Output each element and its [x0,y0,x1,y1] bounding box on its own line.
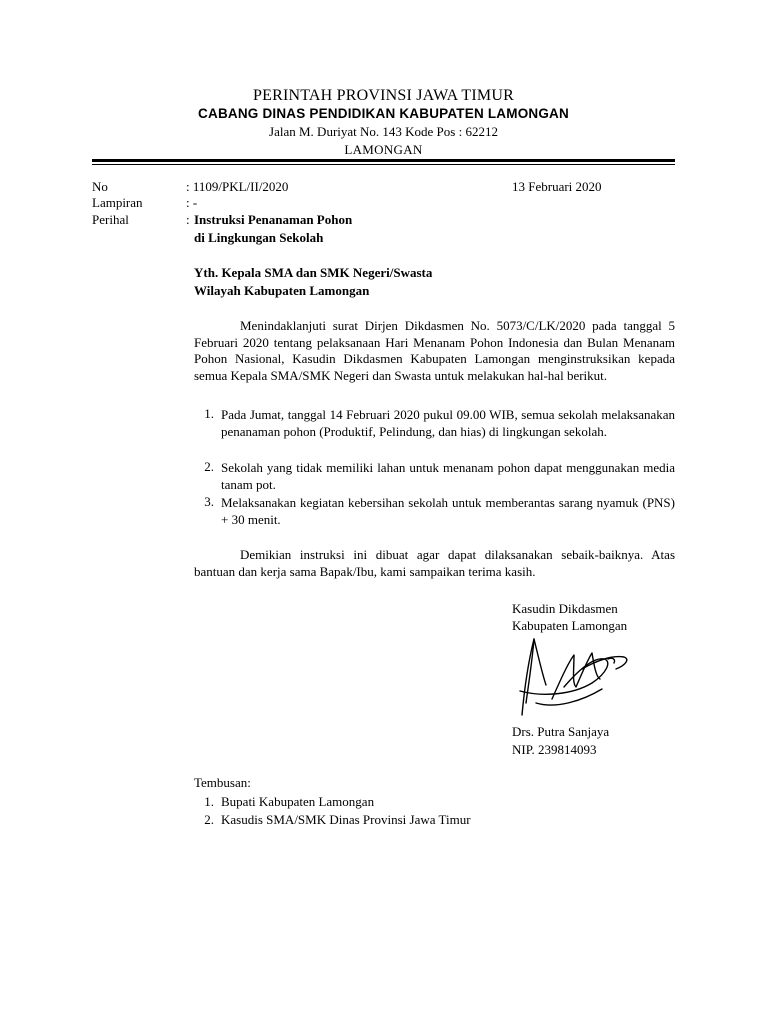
letterhead-divider-thick [92,159,675,162]
closing-paragraph: Demikian instruksi ini dibuat agar dapat dilaksanakan sebaik-baiknya. Atas bantuan dan kerja sama Bapak/Ibu, kami sampaikan terima kasih. [194,547,675,579]
letterhead-government: PERINTAH PROVINSI JAWA TIMUR [253,87,514,104]
instruction-number: 2. [204,459,214,474]
instruction-text: Sekolah yang tidak memiliki lahan untuk menanam pohon dapat menggunakan media tanam pot. [221,460,675,492]
subject-colon: : [186,212,190,227]
cc-number: 2. [204,812,214,827]
cc-number: 1. [204,794,214,809]
opening-paragraph: Menindaklanjuti surat Dirjen Dikdasmen No. 5073/C/LK/2020 pada tanggal 5 Februari 2020 tentang pelaksanaan Hari Menanam Pohon Indonesia dan Bulan Menanam Pohon Nasional, Kasudin Dikdasmen Kabupaten Lamongan menginstruksikan kepada semua Kepala SMA/SMK Negeri dan Swasta untuk melakukan hal-hal berikut. [194,318,675,383]
signatory-nip: NIP. 239814093 [512,742,597,757]
letter-date: 13 Februari 2020 [512,179,602,194]
subject-line-1: Instruksi Penanaman Pohon [194,212,353,227]
letterhead-address: Jalan M. Duriyat No. 143 Kode Pos : 62212 [269,124,498,139]
attachment-value: : - [186,195,198,210]
instruction-number: 1. [204,406,214,421]
attachment-label: Lampiran [92,195,143,210]
signatory-name: Drs. Putra Sanjaya [512,724,610,739]
subject-line-2: di Lingkungan Sekolah [194,230,324,245]
letterhead-agency: CABANG DINAS PENDIDIKAN KABUPATEN LAMONGAN [198,106,569,121]
letterhead-divider-thin [92,164,675,165]
cc-text: Bupati Kabupaten Lamongan [221,794,375,809]
cc-label: Tembusan: [194,775,251,790]
instruction-number: 3. [204,494,214,509]
number-value: : 1109/PKL/II/2020 [186,179,289,194]
recipient-line-1: Yth. Kepala SMA dan SMK Negeri/Swasta [194,265,433,280]
recipient-line-2: Wilayah Kabupaten Lamongan [194,283,370,298]
instruction-text: Melaksanakan kegiatan kebersihan sekolah untuk memberantas sarang nyamuk (PNS) + 30 menit. [221,495,675,527]
instruction-text: Pada Jumat, tanggal 14 Februari 2020 pukul 09.00 WIB, semua sekolah melaksanakan penanaman pohon (Produktif, Pelindung, dan hias) di lingkungan sekolah. [221,407,675,439]
letterhead-city: LAMONGAN [344,142,423,157]
signatory-title-2: Kabupaten Lamongan [512,618,628,633]
cc-text: Kasudis SMA/SMK Dinas Provinsi Jawa Timur [221,812,471,827]
handwritten-signature [512,633,642,723]
signatory-title-1: Kasudin Dikdasmen [512,601,618,616]
subject-label: Perihal [92,212,129,227]
number-label: No [92,179,108,194]
